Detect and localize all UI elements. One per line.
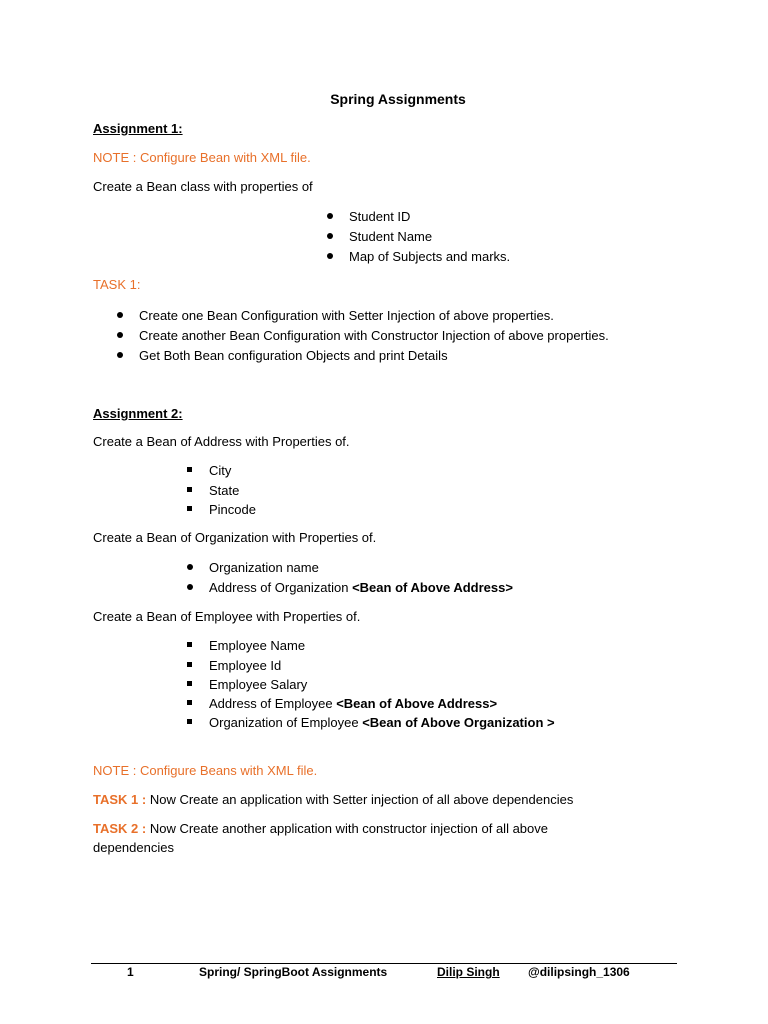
bullet-icon [187, 584, 193, 590]
square-bullet-icon [187, 642, 192, 647]
list-item [209, 560, 319, 576]
assignment-2-note: NOTE : Configure Beans with XML file. [93, 763, 318, 778]
bullet-icon [327, 233, 333, 239]
assignment-2-heading: Assignment 2: [93, 406, 183, 421]
list-item: Employee Salary [209, 677, 308, 692]
assignment-1-heading: Assignment 1: [93, 121, 183, 136]
list-item: Employee Name [209, 638, 306, 653]
task-2-label: TASK 2 : [93, 821, 147, 836]
list-item: State [209, 483, 240, 498]
footer-author: Dilip Singh [437, 965, 500, 979]
list-item-bold-text: <Bean of Above Address> [336, 696, 498, 711]
list-item-text: Address of Organization [209, 580, 353, 595]
task-1-label: TASK 1 : [93, 792, 147, 807]
list-item [209, 580, 513, 596]
bullet-icon [327, 213, 333, 219]
list-item-text: Organization name [209, 560, 319, 575]
page-title: Spring Assignments [330, 91, 466, 107]
task-1-label: TASK 1: [93, 277, 141, 292]
list-item: Student Name [349, 229, 433, 244]
list-item: Get Both Bean configuration Objects and print Details [139, 348, 448, 363]
footer-handle: @dilipsingh_1306 [528, 965, 630, 979]
list-item: Create another Bean Configuration with Constructor Injection of above properties. [139, 328, 609, 343]
assignment-1-note: NOTE : Configure Bean with XML file. [93, 150, 311, 165]
page-number: 1 [127, 965, 134, 979]
list-item [209, 696, 497, 712]
list-item-text: Organization of Employee [209, 715, 363, 730]
task-2-text: Now Create another application with constructor injection of all above [146, 821, 548, 836]
list-item: Student ID [349, 209, 411, 224]
list-item: Create one Bean Configuration with Setter Injection of above properties. [139, 308, 554, 323]
list-item: Map of Subjects and marks. [349, 249, 511, 264]
list-item-bold-text: <Bean of Above Address> [352, 580, 513, 595]
square-bullet-icon [187, 506, 192, 511]
assignment-1-intro: Create a Bean class with properties of [93, 179, 313, 194]
square-bullet-icon [187, 662, 192, 667]
square-bullet-icon [187, 681, 192, 686]
bullet-icon [327, 253, 333, 259]
address-intro: Create a Bean of Address with Properties of. [93, 434, 350, 449]
task-1-text: Now Create an application with Setter injection of all above dependencies [146, 792, 574, 807]
list-item-text: Address of Employee [209, 696, 337, 711]
list-item: Pincode [209, 502, 256, 517]
organization-intro: Create a Bean of Organization with Properties of. [93, 530, 377, 545]
task-2-text-continued: dependencies [93, 840, 174, 855]
square-bullet-icon [187, 487, 192, 492]
bullet-icon [117, 332, 123, 338]
list-item-bold-text: <Bean of Above Organization > [362, 715, 555, 730]
list-item: Employee Id [209, 658, 282, 673]
list-item: City [209, 463, 232, 478]
bullet-icon [187, 564, 193, 570]
list-item [209, 715, 555, 731]
bullet-icon [117, 312, 123, 318]
employee-intro: Create a Bean of Employee with Properties of. [93, 609, 361, 624]
task-2-line [93, 821, 548, 837]
square-bullet-icon [187, 719, 192, 724]
square-bullet-icon [187, 467, 192, 472]
task-1-line [93, 792, 573, 808]
footer-course: Spring/ SpringBoot Assignments [199, 965, 388, 979]
square-bullet-icon [187, 700, 192, 705]
bullet-icon [117, 352, 123, 358]
